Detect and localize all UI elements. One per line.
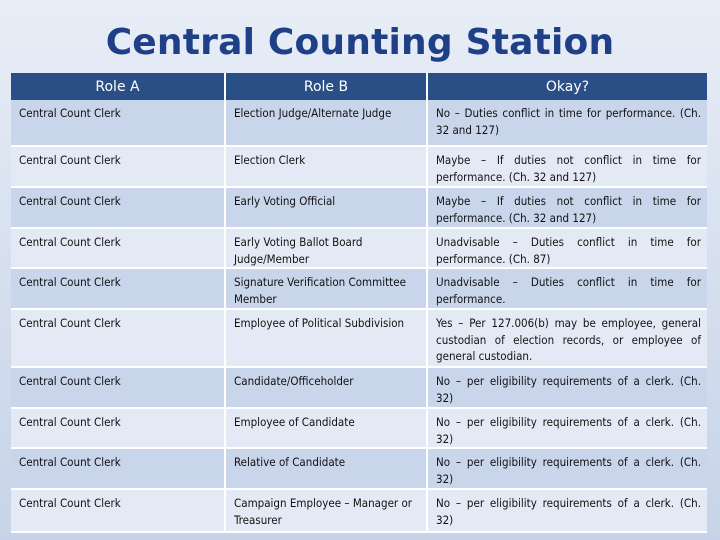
role-b-cell: Early Voting Official: [225, 187, 427, 228]
role-a-cell: Central Count Clerk: [11, 100, 225, 146]
role-b-cell: Early Voting Ballot Board Judge/Member: [225, 228, 427, 268]
role-b-cell: Employee of Candidate: [225, 408, 427, 448]
table-row: [11, 146, 707, 187]
role-b-cell: Signature Verification Committee Member: [225, 268, 427, 309]
role-a-cell: Central Count Clerk: [11, 489, 225, 532]
column-header-role-b: Role B: [225, 73, 427, 100]
okay-cell: No – per eligibility requirements of a clerk. (Ch. 32): [427, 489, 707, 532]
page-title: Central Counting Station: [105, 22, 615, 63]
okay-cell: Maybe – If duties not conflict in time for performance. (Ch. 32 and 127): [427, 146, 707, 187]
role-a-cell: Central Count Clerk: [11, 228, 225, 268]
roles-table: [11, 73, 707, 533]
column-header-role-a: Role A: [11, 73, 225, 100]
role-a-cell: Central Count Clerk: [11, 187, 225, 228]
role-a-cell: Central Count Clerk: [11, 268, 225, 309]
okay-cell: Unadvisable – Duties conflict in time for performance.: [427, 268, 707, 309]
okay-cell: No – per eligibility requirements of a clerk. (Ch. 32): [427, 448, 707, 489]
role-a-cell: Central Count Clerk: [11, 146, 225, 187]
table-row: [11, 187, 707, 228]
table-row: [11, 367, 707, 408]
column-header-okay: Okay?: [427, 73, 707, 100]
okay-cell: No – per eligibility requirements of a clerk. (Ch. 32): [427, 408, 707, 448]
okay-cell: No – per eligibility requirements of a clerk. (Ch. 32): [427, 367, 707, 408]
table-row: [11, 489, 707, 532]
role-b-cell: Relative of Candidate: [225, 448, 427, 489]
role-b-cell: Campaign Employee – Manager or Treasurer: [225, 489, 427, 532]
table-row: [11, 268, 707, 309]
okay-cell: Yes – Per 127.006(b) may be employee, general custodian of election records, or employee of general custodian.: [427, 309, 707, 367]
role-a-cell: Central Count Clerk: [11, 367, 225, 408]
table-row: [11, 408, 707, 448]
role-b-cell: Candidate/Officeholder: [225, 367, 427, 408]
table-row: [11, 228, 707, 268]
okay-cell: No – Duties conflict in time for performance. (Ch. 32 and 127): [427, 100, 707, 146]
role-a-cell: Central Count Clerk: [11, 309, 225, 367]
table-row: [11, 448, 707, 489]
role-b-cell: Election Clerk: [225, 146, 427, 187]
role-b-cell: Employee of Political Subdivision: [225, 309, 427, 367]
role-b-cell: Election Judge/Alternate Judge: [225, 100, 427, 146]
table-row: [11, 309, 707, 367]
table-row: [11, 100, 707, 146]
header-row: [11, 73, 707, 100]
role-a-cell: Central Count Clerk: [11, 448, 225, 489]
okay-cell: Maybe – If duties not conflict in time for performance. (Ch. 32 and 127): [427, 187, 707, 228]
role-a-cell: Central Count Clerk: [11, 408, 225, 448]
okay-cell: Unadvisable – Duties conflict in time for performance. (Ch. 87): [427, 228, 707, 268]
